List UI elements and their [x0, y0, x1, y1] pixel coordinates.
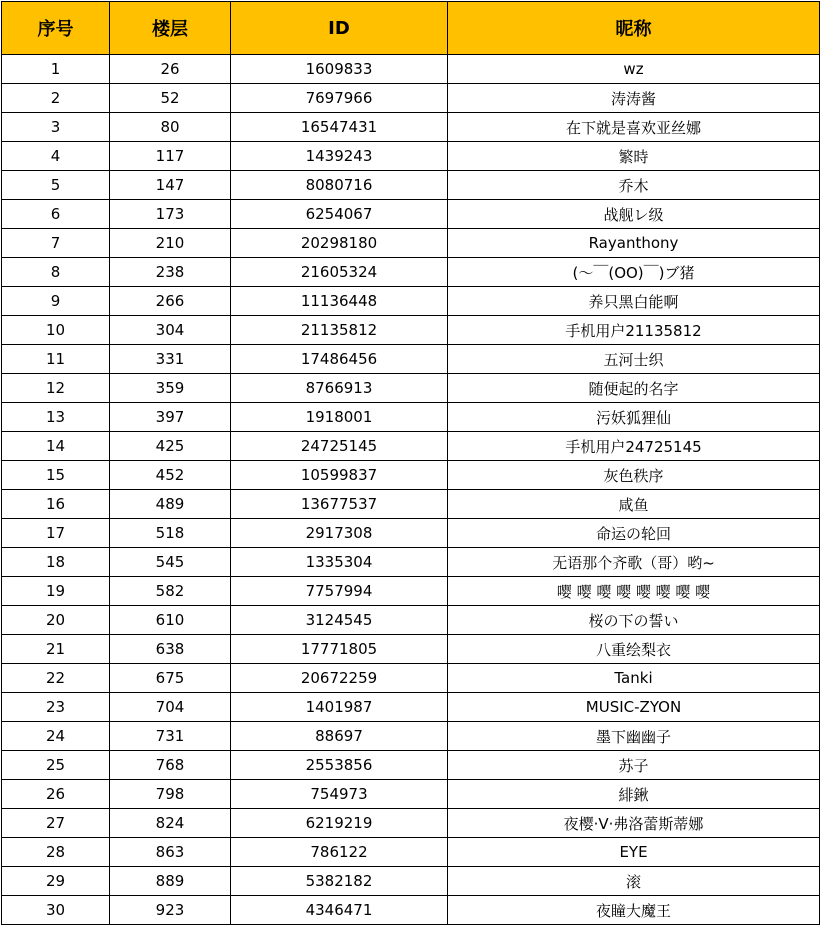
cell-id: 16547431: [231, 113, 448, 142]
table-row: [2, 896, 820, 925]
cell-id: 1401987: [231, 693, 448, 722]
header-id: ID: [231, 2, 448, 55]
cell-id: 2553856: [231, 751, 448, 780]
cell-floor: 731: [110, 722, 231, 751]
cell-number: 26: [2, 780, 110, 809]
cell-number: 21: [2, 635, 110, 664]
table-row: [2, 606, 820, 635]
cell-nickname: 手机用户21135812: [448, 316, 820, 345]
cell-number: 6: [2, 200, 110, 229]
cell-number: 29: [2, 867, 110, 896]
cell-nickname: 咸鱼: [448, 490, 820, 519]
table-row: [2, 519, 820, 548]
table-row: [2, 780, 820, 809]
cell-nickname: 八重绘梨衣: [448, 635, 820, 664]
cell-number: 25: [2, 751, 110, 780]
cell-floor: 238: [110, 258, 231, 287]
cell-nickname: 手机用户24725145: [448, 432, 820, 461]
cell-floor: 582: [110, 577, 231, 606]
cell-number: 19: [2, 577, 110, 606]
cell-id: 24725145: [231, 432, 448, 461]
cell-floor: 425: [110, 432, 231, 461]
cell-nickname: 緋鍬: [448, 780, 820, 809]
table-row: [2, 200, 820, 229]
cell-nickname: 夜樱·V·弗洛蕾斯蒂娜: [448, 809, 820, 838]
cell-floor: 304: [110, 316, 231, 345]
table-row: [2, 84, 820, 113]
table-body: [2, 55, 820, 925]
cell-id: 8766913: [231, 374, 448, 403]
cell-floor: 331: [110, 345, 231, 374]
cell-nickname: EYE: [448, 838, 820, 867]
cell-number: 2: [2, 84, 110, 113]
cell-id: 4346471: [231, 896, 448, 925]
cell-id: 3124545: [231, 606, 448, 635]
cell-floor: 638: [110, 635, 231, 664]
cell-id: 88697: [231, 722, 448, 751]
header-floor: 楼层: [110, 2, 231, 55]
cell-number: 12: [2, 374, 110, 403]
table-row: [2, 374, 820, 403]
cell-nickname: 在下就是喜欢亚丝娜: [448, 113, 820, 142]
cell-floor: 117: [110, 142, 231, 171]
cell-floor: 675: [110, 664, 231, 693]
cell-nickname: wz: [448, 55, 820, 84]
cell-number: 1: [2, 55, 110, 84]
cell-number: 4: [2, 142, 110, 171]
cell-floor: 147: [110, 171, 231, 200]
cell-nickname: 桜の下の誓い: [448, 606, 820, 635]
cell-id: 1335304: [231, 548, 448, 577]
cell-id: 13677537: [231, 490, 448, 519]
cell-id: 7697966: [231, 84, 448, 113]
cell-nickname: 嘤 嘤 嘤 嘤 嘤 嘤 嘤 嘤: [448, 577, 820, 606]
cell-number: 10: [2, 316, 110, 345]
table-row: [2, 635, 820, 664]
cell-id: 20672259: [231, 664, 448, 693]
table-row: [2, 548, 820, 577]
cell-floor: 80: [110, 113, 231, 142]
cell-floor: 545: [110, 548, 231, 577]
cell-id: 5382182: [231, 867, 448, 896]
cell-id: 21135812: [231, 316, 448, 345]
cell-number: 28: [2, 838, 110, 867]
table-row: [2, 142, 820, 171]
cell-id: 6254067: [231, 200, 448, 229]
cell-nickname: 战舰レ级: [448, 200, 820, 229]
cell-nickname: 乔木: [448, 171, 820, 200]
table-row: [2, 461, 820, 490]
table-row: [2, 577, 820, 606]
cell-id: 8080716: [231, 171, 448, 200]
table-row: [2, 722, 820, 751]
cell-nickname: 随便起的名字: [448, 374, 820, 403]
table-row: [2, 432, 820, 461]
cell-nickname: Rayanthony: [448, 229, 820, 258]
cell-id: 10599837: [231, 461, 448, 490]
cell-nickname: 涛涛酱: [448, 84, 820, 113]
cell-floor: 610: [110, 606, 231, 635]
table-header: [2, 2, 820, 55]
cell-number: 24: [2, 722, 110, 751]
cell-number: 27: [2, 809, 110, 838]
cell-nickname: 夜瞳大魔王: [448, 896, 820, 925]
cell-number: 17: [2, 519, 110, 548]
cell-id: 1609833: [231, 55, 448, 84]
cell-floor: 704: [110, 693, 231, 722]
cell-floor: 923: [110, 896, 231, 925]
cell-number: 23: [2, 693, 110, 722]
cell-floor: 518: [110, 519, 231, 548]
cell-nickname: 污妖狐狸仙: [448, 403, 820, 432]
cell-id: 754973: [231, 780, 448, 809]
table-row: [2, 403, 820, 432]
cell-floor: 266: [110, 287, 231, 316]
table-row: [2, 751, 820, 780]
cell-nickname: 繁時: [448, 142, 820, 171]
cell-nickname: (～￣(OO)￣)ブ猪: [448, 258, 820, 287]
cell-id: 20298180: [231, 229, 448, 258]
cell-nickname: 墨下幽幽子: [448, 722, 820, 751]
header-row: [2, 2, 820, 55]
cell-floor: 52: [110, 84, 231, 113]
cell-floor: 452: [110, 461, 231, 490]
cell-number: 13: [2, 403, 110, 432]
cell-floor: 863: [110, 838, 231, 867]
cell-id: 21605324: [231, 258, 448, 287]
cell-id: 17771805: [231, 635, 448, 664]
cell-floor: 889: [110, 867, 231, 896]
cell-floor: 798: [110, 780, 231, 809]
cell-number: 8: [2, 258, 110, 287]
table-row: [2, 113, 820, 142]
table-row: [2, 838, 820, 867]
table-row: [2, 345, 820, 374]
cell-nickname: 苏子: [448, 751, 820, 780]
table-row: [2, 258, 820, 287]
header-nickname: 昵称: [448, 2, 820, 55]
cell-number: 9: [2, 287, 110, 316]
cell-number: 18: [2, 548, 110, 577]
cell-id: 7757994: [231, 577, 448, 606]
table-row: [2, 490, 820, 519]
header-number: 序号: [2, 2, 110, 55]
cell-nickname: 灰色秩序: [448, 461, 820, 490]
table-row: [2, 664, 820, 693]
table-row: [2, 229, 820, 258]
cell-nickname: 五河士织: [448, 345, 820, 374]
cell-nickname: 滚: [448, 867, 820, 896]
cell-number: 22: [2, 664, 110, 693]
cell-nickname: 命运の轮回: [448, 519, 820, 548]
cell-floor: 489: [110, 490, 231, 519]
cell-nickname: MUSIC-ZYON: [448, 693, 820, 722]
cell-number: 11: [2, 345, 110, 374]
cell-floor: 26: [110, 55, 231, 84]
cell-id: 17486456: [231, 345, 448, 374]
cell-id: 11136448: [231, 287, 448, 316]
table-row: [2, 287, 820, 316]
cell-nickname: Tanki: [448, 664, 820, 693]
table-row: [2, 693, 820, 722]
cell-number: 15: [2, 461, 110, 490]
cell-nickname: 无语那个齐歌（哥）哟~: [448, 548, 820, 577]
cell-nickname: 养只黑白能啊: [448, 287, 820, 316]
winners-table: [1, 1, 820, 925]
cell-number: 14: [2, 432, 110, 461]
table-row: [2, 809, 820, 838]
cell-floor: 173: [110, 200, 231, 229]
cell-id: 786122: [231, 838, 448, 867]
cell-floor: 824: [110, 809, 231, 838]
cell-number: 16: [2, 490, 110, 519]
cell-id: 6219219: [231, 809, 448, 838]
cell-number: 30: [2, 896, 110, 925]
cell-number: 7: [2, 229, 110, 258]
cell-id: 1439243: [231, 142, 448, 171]
cell-number: 5: [2, 171, 110, 200]
cell-floor: 359: [110, 374, 231, 403]
cell-id: 2917308: [231, 519, 448, 548]
cell-floor: 210: [110, 229, 231, 258]
cell-id: 1918001: [231, 403, 448, 432]
cell-number: 3: [2, 113, 110, 142]
cell-number: 20: [2, 606, 110, 635]
cell-floor: 397: [110, 403, 231, 432]
table-row: [2, 171, 820, 200]
cell-floor: 768: [110, 751, 231, 780]
table-row: [2, 55, 820, 84]
table-row: [2, 867, 820, 896]
table-row: [2, 316, 820, 345]
